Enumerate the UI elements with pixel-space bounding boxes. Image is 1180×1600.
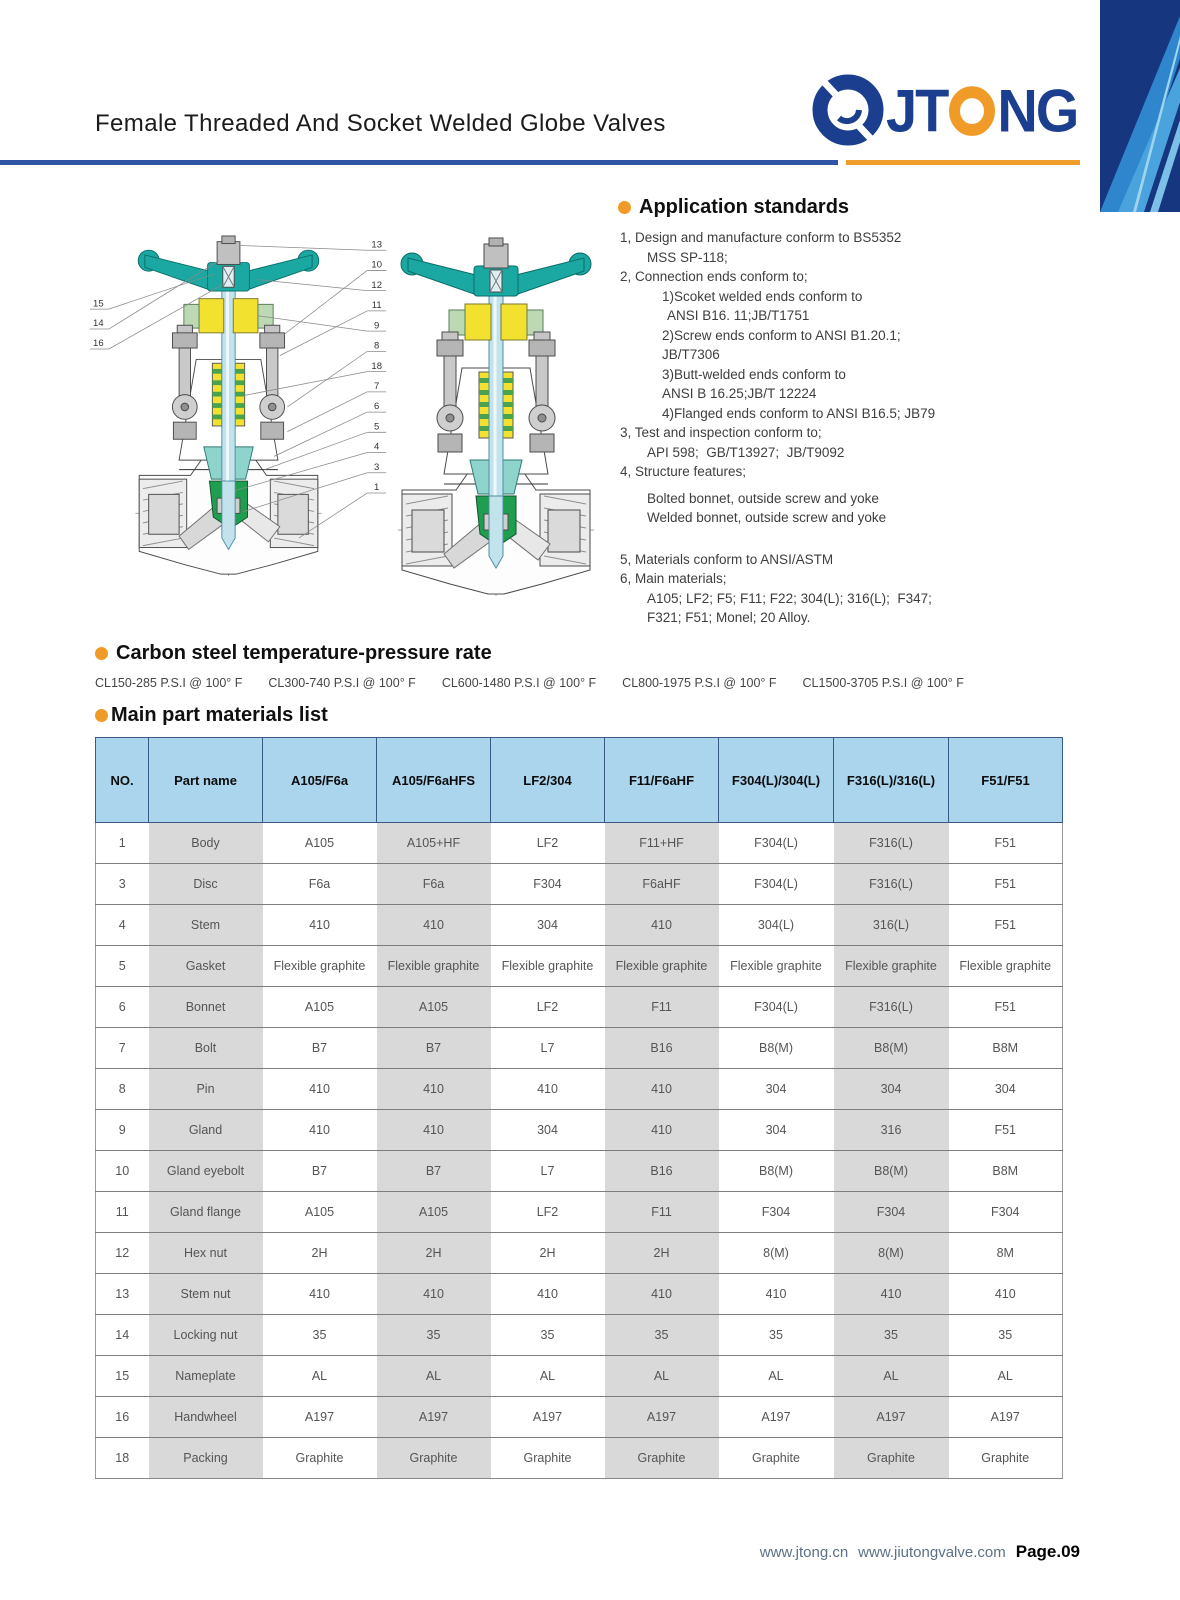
materials-cell: LF2 <box>491 987 605 1028</box>
callout-number: 10 <box>371 259 382 271</box>
materials-cell: F304 <box>949 1192 1063 1233</box>
application-standards-heading: Application standards <box>618 196 1088 219</box>
materials-cell: 410 <box>605 905 719 946</box>
materials-cell: B16 <box>605 1151 719 1192</box>
materials-cell: Stem nut <box>149 1274 263 1315</box>
callout-number: 13 <box>371 239 382 251</box>
callout-number: 4 <box>374 441 380 453</box>
materials-cell: B7 <box>377 1028 491 1069</box>
materials-cell: 35 <box>949 1315 1063 1356</box>
materials-cell: 410 <box>834 1274 949 1315</box>
materials-cell: A197 <box>949 1397 1063 1438</box>
materials-cell: Handwheel <box>149 1397 263 1438</box>
materials-cell: 1 <box>96 823 149 864</box>
materials-cell: 3 <box>96 864 149 905</box>
materials-cell: Nameplate <box>149 1356 263 1397</box>
materials-cell: B16 <box>605 1028 719 1069</box>
page-number: Page.09 <box>1015 1542 1080 1561</box>
table-row <box>96 1151 1063 1192</box>
materials-cell: Graphite <box>377 1438 491 1479</box>
materials-cell: Hex nut <box>149 1233 263 1274</box>
table-row <box>96 946 1063 987</box>
materials-cell: 410 <box>263 1274 377 1315</box>
materials-cell: B7 <box>263 1028 377 1069</box>
standards-line: Welded bonnet, outside screw and yoke <box>647 510 887 525</box>
callout-number: 1 <box>374 482 380 494</box>
materials-cell: B7 <box>263 1151 377 1192</box>
materials-cell: F51 <box>949 864 1063 905</box>
materials-cell: A105 <box>263 1192 377 1233</box>
materials-cell: Flexible graphite <box>605 946 719 987</box>
materials-col-header: F304(L)/304(L) <box>719 738 834 823</box>
materials-cell: F51 <box>949 987 1063 1028</box>
brand-wordmark <box>886 75 1077 145</box>
pressure-rate-entry: CL150-285 P.S.I @ 100° F <box>95 676 243 690</box>
materials-cell: 410 <box>377 1274 491 1315</box>
corner-deco-graphic <box>1100 0 1180 212</box>
standards-line: A105; LF2; F5; F11; F22; 304(L); 316(L); F347; <box>647 590 932 606</box>
materials-cell: 410 <box>605 1069 719 1110</box>
materials-cell: Packing <box>149 1438 263 1479</box>
materials-cell: 8(M) <box>719 1233 834 1274</box>
materials-cell: AL <box>834 1356 949 1397</box>
materials-cell: 13 <box>96 1274 149 1315</box>
callout-number: 15 <box>93 298 104 310</box>
materials-cell: L7 <box>491 1028 605 1069</box>
valve-diagram-plain <box>380 234 612 598</box>
materials-cell: 304 <box>834 1069 949 1110</box>
materials-cell: F11+HF <box>605 823 719 864</box>
materials-cell: Disc <box>149 864 263 905</box>
materials-cell: Flexible graphite <box>377 946 491 987</box>
materials-cell: F6a <box>263 864 377 905</box>
materials-cell: Graphite <box>834 1438 949 1479</box>
materials-col-header: LF2/304 <box>491 738 605 823</box>
materials-cell: Flexible graphite <box>834 946 949 987</box>
materials-cell: LF2 <box>491 1192 605 1233</box>
materials-cell: 8 <box>96 1069 149 1110</box>
materials-cell: F11 <box>605 1192 719 1233</box>
materials-cell: Body <box>149 823 263 864</box>
materials-cell: F316(L) <box>834 823 949 864</box>
materials-cell: 35 <box>491 1315 605 1356</box>
standards-line: 2, Connection ends conform to; <box>620 269 808 284</box>
materials-cell: A105 <box>263 823 377 864</box>
materials-cell: Gland eyebolt <box>149 1151 263 1192</box>
pressure-rate-entry: CL600-1480 P.S.I @ 100° F <box>441 676 597 690</box>
pressure-rate-entry: CL800-1975 P.S.I @ 100° F <box>622 676 777 690</box>
standards-line: 2)Screw ends conform to ANSI B1.20.1; <box>662 327 901 343</box>
standards-line: 3)Butt-welded ends conform to <box>662 366 846 382</box>
materials-cell: 14 <box>96 1315 149 1356</box>
standards-line: 1, Design and manufacture conform to BS5352 <box>620 230 902 245</box>
materials-cell: F51 <box>949 1110 1063 1151</box>
materials-cell: Flexible graphite <box>949 946 1063 987</box>
standards-line: MSS SP-118; <box>647 249 728 265</box>
brand-logo <box>810 72 1077 148</box>
materials-cell: 7 <box>96 1028 149 1069</box>
materials-cell: F304 <box>834 1192 949 1233</box>
standards-line: 6, Main materials; <box>620 571 727 586</box>
callout-number: 8 <box>374 340 380 352</box>
callout-number: 12 <box>371 279 382 291</box>
materials-cell: F6aHF <box>605 864 719 905</box>
materials-cell: 5 <box>96 946 149 987</box>
brand-letters-jt: JT <box>886 75 948 145</box>
materials-cell: A105 <box>377 987 491 1028</box>
callout-number: 9 <box>374 320 380 332</box>
materials-cell: 410 <box>263 1110 377 1151</box>
materials-cell: Graphite <box>949 1438 1063 1479</box>
standards-line: JB/T7306 <box>662 347 720 362</box>
materials-cell: B8(M) <box>834 1028 949 1069</box>
standards-line: 5, Materials conform to ANSI/ASTM <box>620 551 834 567</box>
table-row <box>96 1069 1063 1110</box>
materials-cell: 8(M) <box>834 1233 949 1274</box>
table-row <box>96 1233 1063 1274</box>
callout-number: 6 <box>374 401 380 413</box>
materials-cell: F316(L) <box>834 864 949 905</box>
materials-cell: Gland <box>149 1110 263 1151</box>
bullet-icon <box>95 709 108 722</box>
materials-cell: B8(M) <box>834 1151 949 1192</box>
table-row <box>96 1315 1063 1356</box>
table-row <box>96 864 1063 905</box>
materials-cell: Pin <box>149 1069 263 1110</box>
materials-cell: 8M <box>949 1233 1063 1274</box>
materials-cell: A197 <box>377 1397 491 1438</box>
materials-cell: 304 <box>719 1069 834 1110</box>
materials-cell: 410 <box>491 1274 605 1315</box>
materials-cell: F304(L) <box>719 987 834 1028</box>
table-row <box>96 1028 1063 1069</box>
callout-number: 3 <box>374 461 380 473</box>
materials-cell: B8(M) <box>719 1151 834 1192</box>
materials-cell: 4 <box>96 905 149 946</box>
materials-cell: Gland flange <box>149 1192 263 1233</box>
materials-cell: 410 <box>719 1274 834 1315</box>
materials-cell: 16 <box>96 1397 149 1438</box>
materials-cell: 10 <box>96 1151 149 1192</box>
materials-cell: F6a <box>377 864 491 905</box>
materials-cell: B8M <box>949 1151 1063 1192</box>
materials-cell: AL <box>605 1356 719 1397</box>
materials-col-header: F316(L)/316(L) <box>834 738 949 823</box>
callout-number: 5 <box>374 421 380 433</box>
materials-cell: 410 <box>605 1274 719 1315</box>
table-row <box>96 905 1063 946</box>
materials-cell: 35 <box>263 1315 377 1356</box>
materials-cell: B8M <box>949 1028 1063 1069</box>
standards-line: 4, Structure features; <box>620 464 747 479</box>
table-row <box>96 1192 1063 1233</box>
bullet-icon <box>95 647 108 660</box>
materials-cell: 410 <box>491 1069 605 1110</box>
callout-number: 7 <box>374 380 380 392</box>
materials-cell: 410 <box>377 1110 491 1151</box>
materials-cell: AL <box>377 1356 491 1397</box>
materials-col-header: NO. <box>96 738 149 823</box>
pressure-rate-entry: CL300-740 P.S.I @ 100° F <box>268 676 416 690</box>
materials-list-heading: Main part materials list <box>95 704 328 727</box>
materials-cell: 410 <box>605 1110 719 1151</box>
materials-cell: 12 <box>96 1233 149 1274</box>
valve-diagram-labeled <box>86 226 390 586</box>
materials-cell: 15 <box>96 1356 149 1397</box>
materials-cell: 35 <box>377 1315 491 1356</box>
standards-line: 1)Scoket welded ends conform to <box>662 288 863 304</box>
materials-cell: 304(L) <box>719 905 834 946</box>
application-standards-list <box>618 228 1088 628</box>
materials-cell: 304 <box>491 1110 605 1151</box>
brand-letters-ng: NG <box>997 75 1078 145</box>
table-row <box>96 823 1063 864</box>
materials-cell: 2H <box>605 1233 719 1274</box>
materials-cell: Locking nut <box>149 1315 263 1356</box>
materials-cell: 410 <box>949 1274 1063 1315</box>
table-row <box>96 987 1063 1028</box>
materials-cell: F11 <box>605 987 719 1028</box>
materials-cell: F51 <box>949 905 1063 946</box>
callout-number: 11 <box>371 300 382 312</box>
pressure-rate-values <box>95 676 1095 690</box>
materials-cell: 35 <box>719 1315 834 1356</box>
materials-col-header: A105/F6a <box>263 738 377 823</box>
materials-cell: 2H <box>491 1233 605 1274</box>
materials-col-header: Part name <box>149 738 263 823</box>
materials-cell: F51 <box>949 823 1063 864</box>
table-row <box>96 1356 1063 1397</box>
footer-url-2: www.jiutongvalve.com <box>858 1544 1006 1561</box>
materials-table <box>95 737 1063 1479</box>
materials-cell: 410 <box>263 1069 377 1110</box>
page-footer <box>750 1542 1080 1562</box>
application-standards-section <box>618 196 1088 628</box>
table-row <box>96 1397 1063 1438</box>
materials-cell: Stem <box>149 905 263 946</box>
materials-cell: A105 <box>263 987 377 1028</box>
materials-cell: F304(L) <box>719 864 834 905</box>
callout-number: 18 <box>371 360 382 372</box>
standards-line: Bolted bonnet, outside screw and yoke <box>647 490 879 506</box>
brand-letter-o <box>949 85 995 135</box>
page-title: Female Threaded And Socket Welded Globe Valves <box>95 110 666 137</box>
materials-col-header: A105/F6aHFS <box>377 738 491 823</box>
materials-cell: A197 <box>605 1397 719 1438</box>
table-row <box>96 1110 1063 1151</box>
materials-cell: F304(L) <box>719 823 834 864</box>
pressure-rate-heading: Carbon steel temperature-pressure rate <box>95 642 492 665</box>
materials-cell: 410 <box>377 905 491 946</box>
materials-cell: AL <box>719 1356 834 1397</box>
jtong-swirl-icon <box>810 72 886 148</box>
materials-cell: 35 <box>605 1315 719 1356</box>
materials-cell: 316 <box>834 1110 949 1151</box>
standards-line: ANSI B 16.25;JB/T 12224 <box>662 386 817 401</box>
materials-cell: AL <box>263 1356 377 1397</box>
materials-cell: Flexible graphite <box>263 946 377 987</box>
materials-cell: LF2 <box>491 823 605 864</box>
materials-col-header: F11/F6aHF <box>605 738 719 823</box>
materials-cell: 9 <box>96 1110 149 1151</box>
materials-cell: Bolt <box>149 1028 263 1069</box>
materials-cell: 304 <box>719 1110 834 1151</box>
materials-cell: A105 <box>377 1192 491 1233</box>
materials-cell: Gasket <box>149 946 263 987</box>
standards-line: F321; F51; Monel; 20 Alloy. <box>647 610 811 625</box>
materials-table-wrap <box>95 737 1062 1479</box>
standards-line: API 598; GB/T13927; JB/T9092 <box>647 444 845 460</box>
materials-cell: F316(L) <box>834 987 949 1028</box>
bullet-icon <box>618 201 631 214</box>
materials-cell: Graphite <box>719 1438 834 1479</box>
materials-cell: Flexible graphite <box>491 946 605 987</box>
materials-cell: A105+HF <box>377 823 491 864</box>
materials-cell: 410 <box>263 905 377 946</box>
materials-cell: A197 <box>719 1397 834 1438</box>
materials-cell: 35 <box>834 1315 949 1356</box>
materials-cell: 304 <box>949 1069 1063 1110</box>
callout-number: 14 <box>93 318 104 330</box>
table-row <box>96 1438 1063 1479</box>
standards-line: 4)Flanged ends conform to ANSI B16.5; JB79 <box>662 405 936 421</box>
materials-cell: A197 <box>263 1397 377 1438</box>
materials-cell: Graphite <box>263 1438 377 1479</box>
materials-cell: 316(L) <box>834 905 949 946</box>
materials-cell: 2H <box>377 1233 491 1274</box>
standards-line: 3, Test and inspection conform to; <box>620 425 822 440</box>
materials-cell: B8(M) <box>719 1028 834 1069</box>
materials-cell: 2H <box>263 1233 377 1274</box>
materials-cell: 11 <box>96 1192 149 1233</box>
materials-col-header: F51/F51 <box>949 738 1063 823</box>
header-rule-orange <box>846 160 1080 165</box>
materials-cell: 410 <box>377 1069 491 1110</box>
pressure-rate-entry: CL1500-3705 P.S.I @ 100° F <box>802 676 964 690</box>
materials-cell: Flexible graphite <box>719 946 834 987</box>
materials-cell: B7 <box>377 1151 491 1192</box>
materials-cell: 18 <box>96 1438 149 1479</box>
table-header-row <box>96 738 1063 823</box>
materials-cell: A197 <box>834 1397 949 1438</box>
materials-cell: AL <box>491 1356 605 1397</box>
materials-cell: 6 <box>96 987 149 1028</box>
table-row <box>96 1274 1063 1315</box>
materials-cell: F304 <box>491 864 605 905</box>
materials-cell: Bonnet <box>149 987 263 1028</box>
standards-line: ANSI B16. 11;JB/T1751 <box>667 308 810 323</box>
callout-number: 16 <box>93 338 104 350</box>
materials-cell: 304 <box>491 905 605 946</box>
materials-cell: A197 <box>491 1397 605 1438</box>
materials-cell: F304 <box>719 1192 834 1233</box>
materials-cell: L7 <box>491 1151 605 1192</box>
materials-cell: AL <box>949 1356 1063 1397</box>
materials-cell: Graphite <box>491 1438 605 1479</box>
footer-url-1: www.jtong.cn <box>759 1544 849 1561</box>
materials-cell: Graphite <box>605 1438 719 1479</box>
header-rule-blue <box>0 160 838 165</box>
